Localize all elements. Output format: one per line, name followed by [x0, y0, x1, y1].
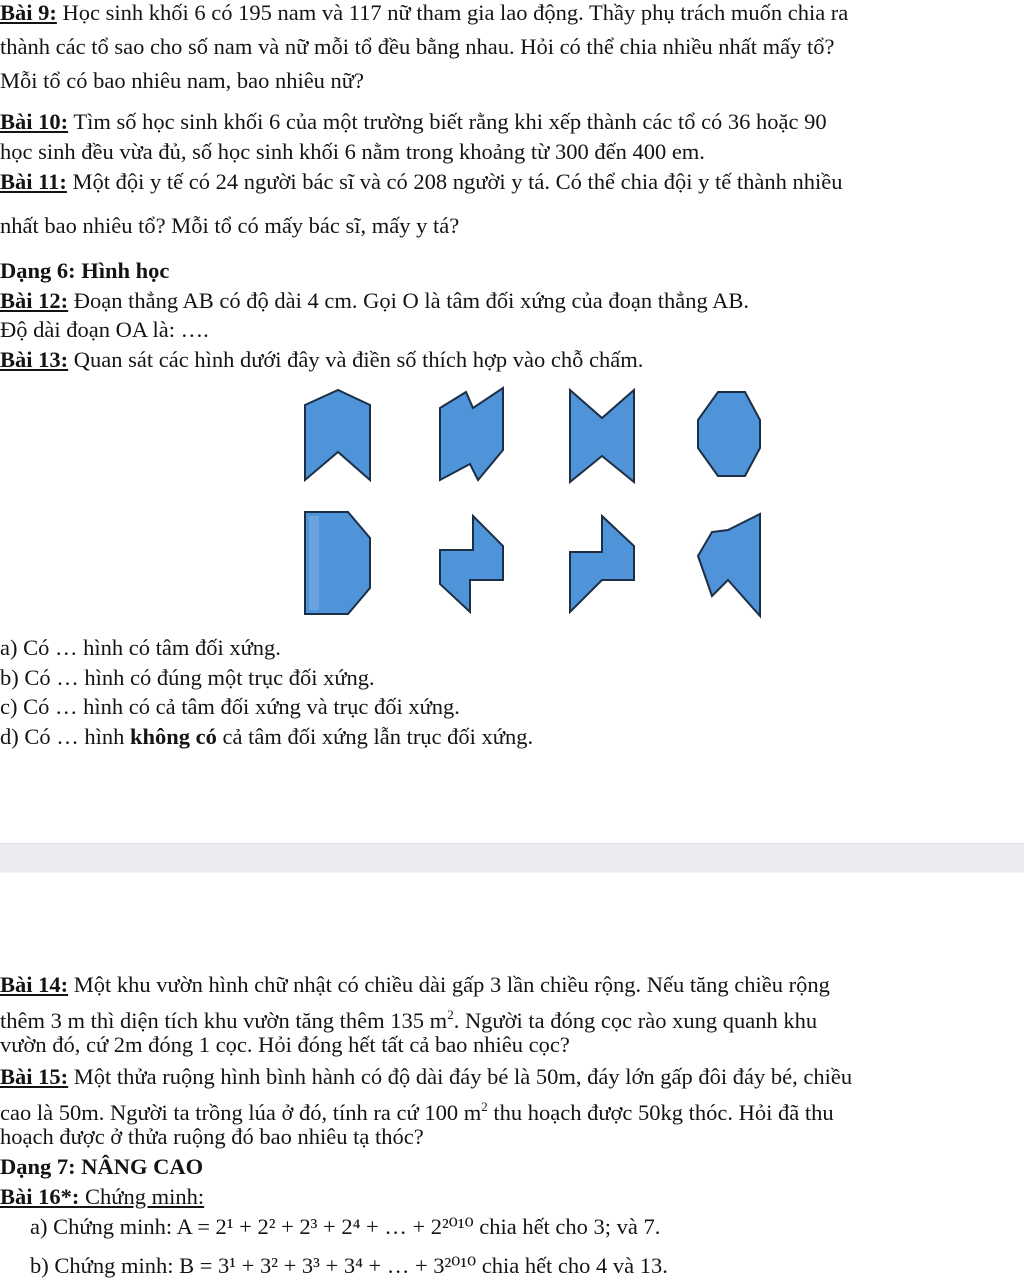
bai11-text1: Một đội y tế có 24 người bác sĩ và có 208 người y tá. Có thể chia đội y tế thành nhiều — [66, 169, 843, 194]
bai15-area-exp: 2 — [481, 1099, 488, 1114]
bai16-title: Chứng minh: — [79, 1184, 205, 1209]
shape-notched-chevron — [698, 514, 760, 616]
bai16-a-post: chia hết cho 3; và 7. — [473, 1214, 661, 1239]
bai12-line2: Độ dài đoạn OA là: …. — [0, 317, 209, 342]
bai14-area-value: 135 m — [390, 1008, 448, 1033]
page-divider — [0, 843, 1024, 873]
shape-bowtie — [570, 390, 634, 482]
bai13-text1: Quan sát các hình dưới đây và điền số thích hợp vào chỗ chấm. — [68, 347, 644, 372]
bai14-area-exp: 2 — [447, 1007, 454, 1022]
bai14-line1 — [0, 971, 830, 999]
bai16-line1 — [0, 1183, 204, 1211]
option-d-pre: d) Có … hình — [0, 724, 131, 749]
bai14-label: Bài 14: — [0, 972, 69, 997]
bai16-a-expr: A = 2¹ + 2² + 2³ + 2⁴ + … + 2²⁰¹⁰ — [176, 1214, 474, 1239]
bai16-a-pre: a) Chứng minh: — [30, 1214, 177, 1239]
bai10-line2: học sinh đều vừa đủ, số học sinh khối 6 nằm trong khoảng từ 300 đến 400 em. — [0, 139, 705, 164]
bai16-b — [30, 1252, 668, 1280]
bai14-text1: Một khu vườn hình chữ nhật có chiều dài gấp 3 lần chiều rộng. Nếu tăng chiều rộng — [68, 972, 830, 997]
bai16-b-post: chia hết cho 4 và 13. — [476, 1253, 668, 1278]
bai15-area-value: 100 m — [424, 1100, 482, 1125]
bai10-label: Bài 10: — [0, 109, 69, 134]
dang7-heading: Dạng 7: NÂNG CAO — [0, 1154, 204, 1179]
shape-arrow-pinwheel-1 — [440, 516, 503, 612]
bai9-line3: Mỗi tổ có bao nhiêu nam, bao nhiêu nữ? — [0, 68, 364, 93]
option-a: a) Có … hình có tâm đối xứng. — [0, 635, 281, 660]
bai16-b-pre: b) Chứng minh: — [30, 1253, 180, 1278]
bai16-label: Bài 16*: — [0, 1184, 80, 1209]
bai12-line1 — [0, 287, 749, 315]
bai9-line1 — [0, 0, 848, 27]
bai13-line1 — [0, 346, 643, 374]
bai10-text1: Tìm số học sinh khối 6 của một trường biết rằng khi xếp thành các tổ có 36 hoặc 90 — [68, 109, 827, 134]
bai14-line2 — [0, 1001, 817, 1035]
shape-hexagon — [698, 392, 760, 476]
option-c: c) Có … hình có cả tâm đối xứng và trục đối xứng. — [0, 694, 460, 719]
bai10-line1 — [0, 108, 827, 136]
bai12-text1: Đoạn thẳng AB có độ dài 4 cm. Gọi O là tâm đối xứng của đoạn thẳng AB. — [68, 288, 749, 313]
bai14-line3: vườn đó, cứ 2m đóng 1 cọc. Hỏi đóng hết tất cả bao nhiêu cọc? — [0, 1032, 570, 1057]
shape-arrow-up — [305, 390, 370, 480]
bai11-line2: nhất bao nhiêu tổ? Mỗi tổ có mấy bác sĩ, mấy y tá? — [0, 213, 460, 238]
option-d-post: cả tâm đối xứng lẫn trục đối xứng. — [216, 724, 534, 749]
bai16-a — [30, 1213, 660, 1241]
dang6-heading: Dạng 6: Hình học — [0, 258, 170, 283]
bai9-label: Bài 9: — [0, 0, 57, 25]
bai9-text1: Học sinh khối 6 có 195 nam và 117 nữ tham gia lao động. Thầy phụ trách muốn chia ra — [56, 0, 849, 25]
bai11-line1 — [0, 168, 842, 196]
bai13-label: Bài 13: — [0, 347, 69, 372]
shape-d-shade — [309, 516, 319, 610]
bai15-text2a: cao là 50m. Người ta trồng lúa ở đó, tính ra cứ — [0, 1100, 425, 1125]
bai14-text2b: . Người ta đóng cọc rào xung quanh khu — [453, 1008, 818, 1033]
bai15-line1 — [0, 1063, 852, 1091]
bai11-label: Bài 11: — [0, 169, 67, 194]
bai12-label: Bài 12: — [0, 288, 69, 313]
bai16-b-expr: B = 3¹ + 3² + 3³ + 3⁴ + … + 3²⁰¹⁰ — [179, 1253, 477, 1278]
bai9-line2: thành các tổ sao cho số nam và nữ mỗi tổ đều bằng nhau. Hỏi có thể chia nhiều nhất mấy tổ? — [0, 34, 835, 59]
shapes-figure — [0, 380, 1024, 630]
bai15-text1: Một thửa ruộng hình bình hành có độ dài đáy bé là 50m, đáy lớn gấp đôi đáy bé, chiều — [68, 1064, 853, 1089]
shape-parallelogram-notched — [440, 388, 503, 480]
bai15-label: Bài 15: — [0, 1064, 69, 1089]
option-b: b) Có … hình có đúng một trục đối xứng. — [0, 665, 375, 690]
option-d-bold: không có — [130, 724, 217, 749]
shape-arrow-pinwheel-2 — [570, 516, 634, 612]
bai15-line2 — [0, 1093, 834, 1127]
bai15-text2b: thu hoạch được 50kg thóc. Hỏi đã thu — [487, 1100, 834, 1125]
option-d — [0, 723, 533, 751]
bai14-text2a: thêm 3 m thì diện tích khu vườn tăng thêm — [0, 1008, 391, 1033]
bai15-line3: hoạch được ở thửa ruộng đó bao nhiêu tạ thóc? — [0, 1124, 424, 1149]
